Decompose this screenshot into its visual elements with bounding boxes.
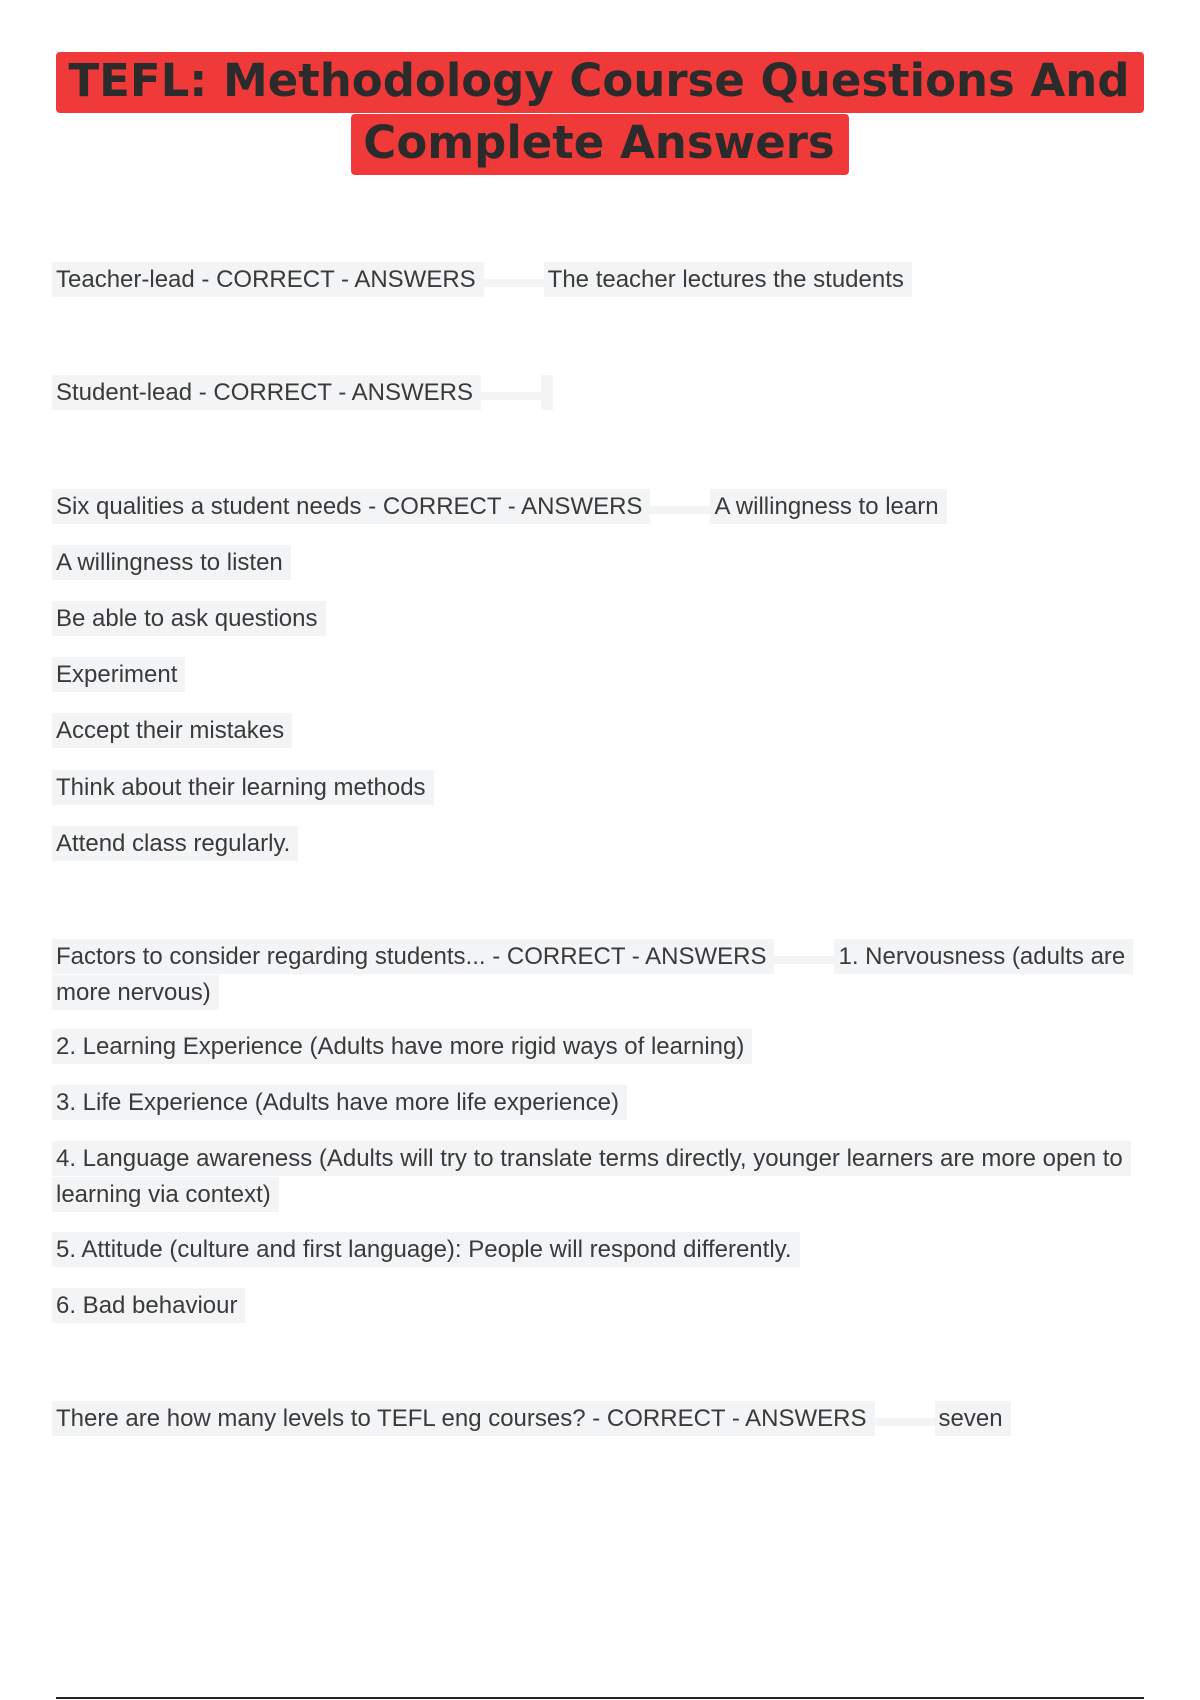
answer-line: A willingness to listen — [52, 545, 291, 581]
qa-question: Student-lead - CORRECT - ANSWERS — [52, 375, 481, 410]
qa-answer: A willingness to learn — [710, 489, 946, 524]
qa-answer — [541, 375, 553, 410]
qa-answer: seven — [935, 1401, 1011, 1436]
qa-question: Six qualities a student needs - CORRECT - ANSWERS — [52, 489, 650, 524]
qa-item-tefl-levels — [52, 1401, 1011, 1437]
qa-item-factors-students — [52, 939, 1137, 1011]
title-line-1: TEFL: Methodology Course Questions And — [56, 52, 1143, 113]
page-divider — [56, 1697, 1144, 1699]
qa-question: Teacher-lead - CORRECT - ANSWERS — [52, 262, 484, 297]
answer-line: 4. Language awareness (Adults will try to translate terms directly, younger learners are more open to learning via context) — [52, 1141, 1137, 1213]
document-title — [0, 50, 1200, 174]
answer-line: Attend class regularly. — [52, 826, 298, 862]
title-line-2: Complete Answers — [351, 114, 848, 175]
qa-item-teacher-lead — [52, 262, 912, 298]
answer-line: 3. Life Experience (Adults have more life experience) — [52, 1085, 627, 1121]
answer-line: 2. Learning Experience (Adults have more rigid ways of learning) — [52, 1029, 752, 1065]
answer-line: Be able to ask questions — [52, 601, 326, 637]
qa-question: There are how many levels to TEFL eng courses? - CORRECT - ANSWERS — [52, 1401, 875, 1436]
answer-line: 5. Attitude (culture and first language): People will respond differently. — [52, 1232, 800, 1268]
answer-line: 6. Bad behaviour — [52, 1288, 245, 1324]
answer-line: Experiment — [52, 657, 185, 693]
qa-item-six-qualities — [52, 489, 947, 525]
answer-line: Think about their learning methods — [52, 770, 434, 806]
answer-line: Accept their mistakes — [52, 713, 292, 749]
qa-answer: The teacher lectures the students — [544, 262, 912, 297]
qa-answer: 1. Nervousness (adults are more nervous) — [52, 939, 1133, 1010]
qa-question: Factors to consider regarding students... - CORRECT - ANSWERS — [52, 939, 774, 974]
qa-item-student-lead — [52, 375, 553, 411]
